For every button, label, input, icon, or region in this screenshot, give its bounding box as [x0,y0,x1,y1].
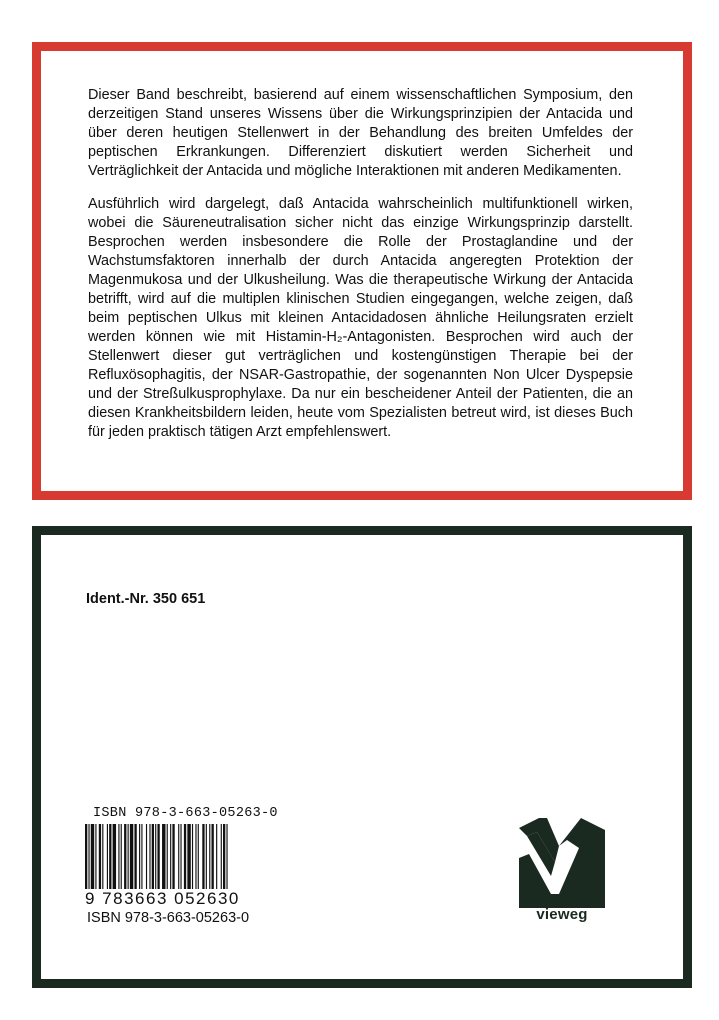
description-paragraph-2: Ausführlich wird dargelegt, daß Antacida wahrscheinlich multifunktionell wirken, wobei die Säureneutralisation sicher nicht das einzige Wirkungsprinzip darstellt. Besprochen werden insbesondere die Rolle der Prostaglandine und der Wachstumsfaktoren innerhalb der durch Antacida angeregten Protektion der Magenmukosa und der Ulkusheilung. Was die therapeutische Wirkung der Antacida betrifft, wird auf die multiplen klinischen Studien eingegangen, welche zeigen, daß beim peptischen Ulkus mit kleinen Antacidadosen ähnliche Heilungsraten erzielt werden können wie mit Histamin-H₂-Antagonisten. Besprochen wird auch der Stellenwert dieser gut verträglichen und kostengünstigen Therapie bei der Refluxösophagitis, der NSAR-Gastropathie, der sogenannten Non Ulcer Dyspepsie und der Streßulkusprophylaxe. Da nur ein bescheidener Anteil der Patienten, die an diesen Krankheitsbildern leiden, heute vom Spezialisten betreut wird, ist dieses Buch für jeden praktisch tätigen Arzt empfehlenswert. [88,196,633,440]
description-paragraph-1: Dieser Band beschreibt, basierend auf einem wissenschaftlichen Symposium, den derzeitigen Stand unseres Wissens über die Wirkungsprinzipien der Antacida und über deren heutigen Stellenwert in der Behandlung des breiten Umfeldes der peptischen Erkrankungen. Differenziert diskutiert werden Sicherheit und Verträglichkeit der Antacida und mögliche Interaktionen mit anderen Medikamenten. [88,87,633,179]
isbn-label-bottom: ISBN 978-3-663-05263-0 [87,910,250,926]
vieweg-logo-icon [519,818,605,908]
imprint-box [32,526,692,988]
isbn-label-top: ISBN 978-3-663-05263-0 [93,806,278,821]
ident-number: Ident.-Nr. 350 651 [86,591,206,607]
description-box [32,42,692,500]
description-text [88,86,633,456]
publisher-name: vieweg [536,906,588,923]
barcode-digits: 9 783663 052630 [83,889,275,909]
